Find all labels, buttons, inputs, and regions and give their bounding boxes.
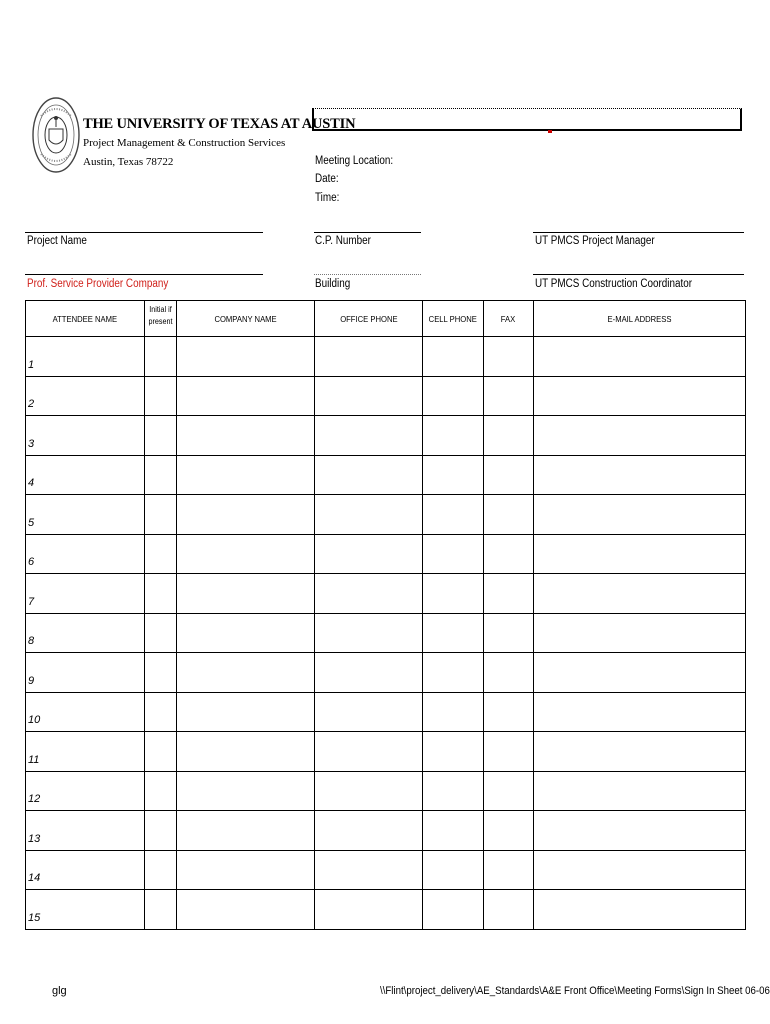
company-name-cell[interactable] — [177, 653, 315, 693]
attendee-name-cell[interactable] — [26, 811, 145, 851]
attendee-name-cell[interactable] — [26, 890, 145, 930]
fax-cell[interactable] — [484, 455, 534, 495]
department-name: Project Management & Construction Services — [83, 137, 286, 149]
project-manager-label: UT PMCS Project Manager — [535, 235, 655, 247]
email-cell[interactable] — [534, 534, 746, 574]
attendee-name-cell[interactable] — [26, 534, 145, 574]
fax-cell[interactable] — [484, 495, 534, 535]
table-row — [26, 455, 746, 495]
cell-phone-cell[interactable] — [423, 771, 484, 811]
row-number: 15 — [28, 911, 41, 924]
fax-cell[interactable] — [484, 574, 534, 614]
table-row — [26, 732, 746, 772]
row-number: 11 — [28, 753, 40, 766]
company-name-cell[interactable] — [177, 376, 315, 416]
initial-cell[interactable] — [145, 376, 177, 416]
meeting-title-field[interactable] — [312, 108, 742, 131]
cp-number-line[interactable] — [314, 232, 421, 233]
row-number: 12 — [28, 793, 41, 805]
footer-file-path: \\Flint\project_delivery\AE_Standards\A&E Front Office\Meeting Forms\Sign In Sheet 06-06 — [380, 985, 770, 997]
cell-phone-cell[interactable] — [423, 811, 484, 851]
email-cell[interactable] — [534, 890, 746, 930]
office-phone-cell[interactable] — [315, 771, 423, 811]
initial-cell[interactable] — [145, 811, 177, 851]
cell-phone-cell[interactable] — [423, 534, 484, 574]
title-marker — [548, 130, 552, 133]
row-number: 5 — [28, 516, 35, 529]
fax-header: FAX — [484, 301, 534, 337]
cell-phone-cell[interactable] — [423, 455, 484, 495]
cell-phone-cell[interactable] — [423, 653, 484, 693]
office-phone-cell[interactable] — [315, 495, 423, 535]
cell-phone-cell[interactable] — [423, 692, 484, 732]
attendee-name-cell[interactable] — [26, 653, 145, 693]
fax-cell[interactable] — [484, 811, 534, 851]
building-line[interactable] — [314, 274, 421, 275]
table-row — [26, 850, 746, 890]
fax-cell[interactable] — [484, 337, 534, 377]
attendee-name-cell[interactable] — [26, 732, 145, 772]
meeting-location-label: Meeting Location: — [315, 155, 394, 167]
initial-cell[interactable] — [145, 890, 177, 930]
company-name-cell[interactable] — [177, 613, 315, 653]
attendee-name-cell[interactable] — [26, 771, 145, 811]
row-number: 3 — [28, 437, 35, 450]
row-number: 6 — [28, 556, 35, 568]
table-row — [26, 337, 746, 377]
cell-phone-cell[interactable] — [423, 337, 484, 377]
row-number: 10 — [28, 714, 41, 726]
time-label: Time: — [315, 192, 340, 204]
row-number: 9 — [28, 674, 35, 687]
initial-cell[interactable] — [145, 771, 177, 811]
university-address: Austin, Texas 78722 — [83, 156, 174, 168]
company-name-cell[interactable] — [177, 574, 315, 614]
initial-cell[interactable] — [145, 495, 177, 535]
cell-phone-cell[interactable] — [423, 850, 484, 890]
company-name-cell[interactable] — [177, 337, 315, 377]
university-seal-icon — [32, 96, 80, 174]
row-number: 4 — [28, 477, 35, 489]
attendee-name-cell[interactable] — [26, 455, 145, 495]
attendee-name-cell[interactable] — [26, 692, 145, 732]
construction-coordinator-label: UT PMCS Construction Coordinator — [535, 278, 693, 290]
fax-cell[interactable] — [484, 376, 534, 416]
table-row — [26, 890, 746, 930]
fax-cell[interactable] — [484, 890, 534, 930]
table-row — [26, 692, 746, 732]
company-name-cell[interactable] — [177, 890, 315, 930]
fax-cell[interactable] — [484, 534, 534, 574]
email-cell[interactable] — [534, 771, 746, 811]
company-name-cell[interactable] — [177, 811, 315, 851]
office-phone-cell[interactable] — [315, 534, 423, 574]
office-phone-cell[interactable] — [315, 455, 423, 495]
fax-cell[interactable] — [484, 653, 534, 693]
email-cell[interactable] — [534, 416, 746, 456]
table-row — [26, 574, 746, 614]
cell-phone-cell[interactable] — [423, 574, 484, 614]
office-phone-header: OFFICE PHONE — [315, 301, 423, 337]
service-provider-line[interactable] — [25, 274, 263, 275]
row-number: 1 — [28, 358, 35, 371]
email-header: E-MAIL ADDRESS — [534, 301, 746, 337]
cell-phone-cell[interactable] — [423, 495, 484, 535]
office-phone-cell[interactable] — [315, 890, 423, 930]
attendee-name-header: ATTENDEE NAME — [26, 301, 145, 337]
company-name-cell[interactable] — [177, 495, 315, 535]
project-name-line[interactable] — [25, 232, 263, 233]
table-row — [26, 495, 746, 535]
company-name-cell[interactable] — [177, 534, 315, 574]
service-provider-label: Prof. Service Provider Company — [27, 278, 169, 290]
office-phone-cell[interactable] — [315, 613, 423, 653]
office-phone-cell[interactable] — [315, 850, 423, 890]
email-cell[interactable] — [534, 495, 746, 535]
fax-cell[interactable] — [484, 613, 534, 653]
table-row — [26, 416, 746, 456]
table-row — [26, 653, 746, 693]
initial-cell[interactable] — [145, 337, 177, 377]
email-cell[interactable] — [534, 811, 746, 851]
email-cell[interactable] — [534, 732, 746, 772]
email-cell[interactable] — [534, 613, 746, 653]
fax-cell[interactable] — [484, 771, 534, 811]
company-name-cell[interactable] — [177, 850, 315, 890]
company-name-cell[interactable] — [177, 771, 315, 811]
initial-cell[interactable] — [145, 416, 177, 456]
company-name-cell[interactable] — [177, 416, 315, 456]
attendee-name-cell[interactable] — [26, 376, 145, 416]
attendee-name-cell[interactable] — [26, 337, 145, 377]
email-cell[interactable] — [534, 376, 746, 416]
fax-cell[interactable] — [484, 732, 534, 772]
footer-initials: glg — [52, 985, 67, 997]
row-number: 7 — [28, 595, 35, 608]
initial-cell[interactable] — [145, 732, 177, 772]
initial-header: Initial if present — [145, 301, 177, 337]
company-name-cell[interactable] — [177, 692, 315, 732]
office-phone-cell[interactable] — [315, 376, 423, 416]
row-number: 2 — [28, 398, 35, 410]
attendee-name-cell[interactable] — [26, 416, 145, 456]
company-name-header: COMPANY NAME — [177, 301, 315, 337]
attendee-name-cell[interactable] — [26, 495, 145, 535]
initial-cell[interactable] — [145, 613, 177, 653]
initial-cell[interactable] — [145, 850, 177, 890]
fax-cell[interactable] — [484, 850, 534, 890]
sign-in-table — [25, 300, 746, 930]
attendee-name-cell[interactable] — [26, 850, 145, 890]
table-row — [26, 534, 746, 574]
initial-cell[interactable] — [145, 692, 177, 732]
university-name: THE UNIVERSITY OF TEXAS AT AUSTIN — [83, 116, 356, 132]
email-cell[interactable] — [534, 337, 746, 377]
initial-cell[interactable] — [145, 455, 177, 495]
row-number: 13 — [28, 832, 41, 845]
email-cell[interactable] — [534, 653, 746, 693]
cell-phone-cell[interactable] — [423, 732, 484, 772]
office-phone-cell[interactable] — [315, 574, 423, 614]
fax-cell[interactable] — [484, 692, 534, 732]
initial-cell[interactable] — [145, 534, 177, 574]
row-number: 14 — [28, 872, 41, 884]
cell-phone-header: CELL PHONE — [423, 301, 484, 337]
cell-phone-cell[interactable] — [423, 376, 484, 416]
fax-cell[interactable] — [484, 416, 534, 456]
cell-phone-cell[interactable] — [423, 613, 484, 653]
email-cell[interactable] — [534, 850, 746, 890]
cell-phone-cell[interactable] — [423, 416, 484, 456]
office-phone-cell[interactable] — [315, 653, 423, 693]
office-phone-cell[interactable] — [315, 337, 423, 377]
building-label: Building — [315, 278, 351, 290]
cp-number-label: C.P. Number — [315, 235, 371, 247]
office-phone-cell[interactable] — [315, 811, 423, 851]
project-name-label: Project Name — [27, 235, 87, 247]
initial-cell[interactable] — [145, 574, 177, 614]
attendee-name-cell[interactable] — [26, 574, 145, 614]
cell-phone-cell[interactable] — [423, 890, 484, 930]
office-phone-cell[interactable] — [315, 692, 423, 732]
email-cell[interactable] — [534, 692, 746, 732]
date-label: Date: — [315, 173, 339, 185]
row-number: 8 — [28, 635, 35, 647]
initial-cell[interactable] — [145, 653, 177, 693]
table-row — [26, 376, 746, 416]
office-phone-cell[interactable] — [315, 732, 423, 772]
table-header-row — [26, 301, 746, 337]
table-row — [26, 811, 746, 851]
email-cell[interactable] — [534, 574, 746, 614]
table-row — [26, 613, 746, 653]
construction-coordinator-line[interactable] — [533, 274, 744, 275]
company-name-cell[interactable] — [177, 732, 315, 772]
attendee-name-cell[interactable] — [26, 613, 145, 653]
table-row — [26, 771, 746, 811]
project-manager-line[interactable] — [533, 232, 744, 233]
company-name-cell[interactable] — [177, 455, 315, 495]
office-phone-cell[interactable] — [315, 416, 423, 456]
email-cell[interactable] — [534, 455, 746, 495]
